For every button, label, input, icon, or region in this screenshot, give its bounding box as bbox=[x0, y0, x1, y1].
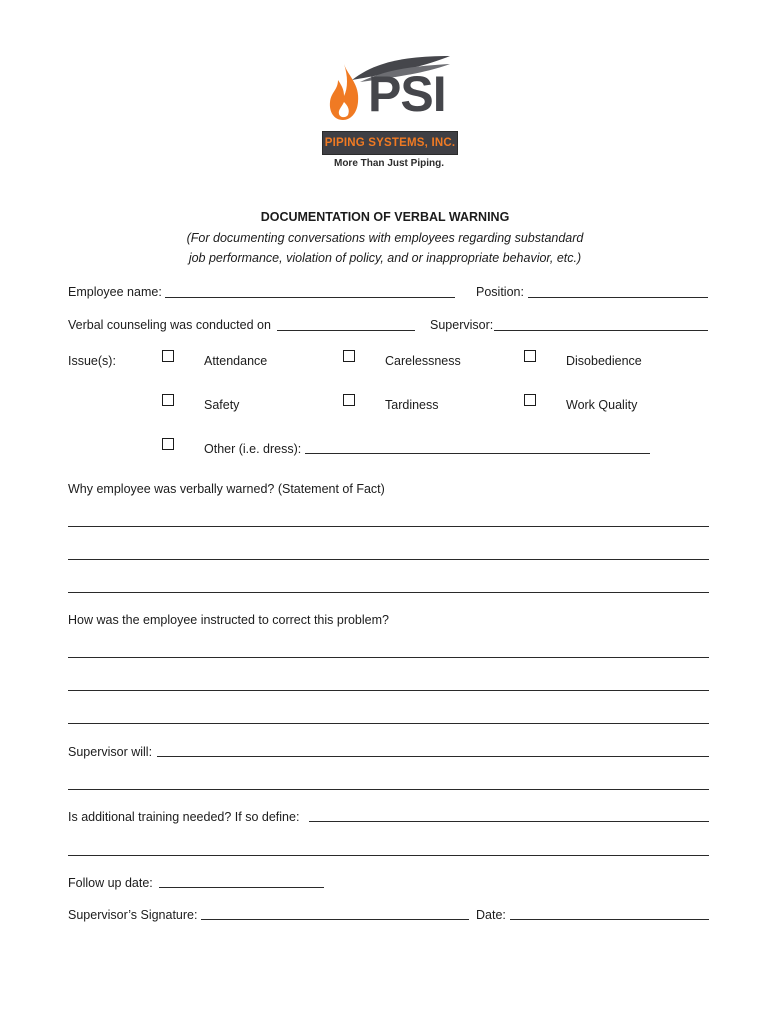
employee-name-field[interactable] bbox=[165, 297, 455, 298]
attendance-label: Attendance bbox=[204, 354, 268, 368]
flame-icon bbox=[326, 62, 362, 122]
supervisor-signature-label: Supervisor’s Signature: bbox=[68, 908, 198, 922]
logo-tagline: More Than Just Piping. bbox=[333, 158, 444, 169]
date-label: Date: bbox=[476, 908, 506, 922]
carelessness-checkbox[interactable] bbox=[343, 350, 355, 362]
logo-company-name: PIPING SYSTEMS, INC. bbox=[324, 137, 456, 149]
verbal-counseling-label: Verbal counseling was conducted on bbox=[68, 318, 271, 332]
safety-checkbox[interactable] bbox=[162, 394, 174, 406]
supervisor-will-line-2[interactable] bbox=[68, 789, 709, 790]
follow-up-date-field[interactable] bbox=[159, 887, 324, 888]
logo-brand-letters: PSI bbox=[368, 66, 446, 122]
position-label: Position: bbox=[476, 285, 524, 299]
work-quality-checkbox[interactable] bbox=[524, 394, 536, 406]
why-warned-line-3[interactable] bbox=[68, 592, 709, 593]
carelessness-label: Carelessness bbox=[385, 354, 461, 368]
safety-label: Safety bbox=[204, 398, 240, 412]
why-warned-line-1[interactable] bbox=[68, 526, 709, 527]
supervisor-field[interactable] bbox=[494, 330, 708, 331]
logo-company-band bbox=[322, 131, 458, 155]
additional-training-line-2[interactable] bbox=[68, 855, 709, 856]
supervisor-will-line-1[interactable] bbox=[157, 756, 709, 757]
supervisor-label: Supervisor: bbox=[430, 318, 494, 332]
employee-name-label: Employee name: bbox=[68, 285, 162, 299]
supervisor-will-label: Supervisor will: bbox=[68, 745, 153, 759]
supervisor-signature-field[interactable] bbox=[201, 919, 469, 920]
other-field[interactable] bbox=[305, 453, 650, 454]
disobedience-label: Disobedience bbox=[566, 354, 642, 368]
other-checkbox[interactable] bbox=[162, 438, 174, 450]
position-field[interactable] bbox=[528, 297, 708, 298]
how-instructed-label: How was the employee instructed to correct this problem? bbox=[68, 613, 389, 627]
additional-training-line-1[interactable] bbox=[309, 821, 709, 822]
attendance-checkbox[interactable] bbox=[162, 350, 174, 362]
disobedience-checkbox[interactable] bbox=[524, 350, 536, 362]
issues-label: Issue(s): bbox=[68, 354, 116, 368]
additional-training-label: Is additional training needed? If so define: bbox=[68, 810, 300, 824]
follow-up-date-label: Follow up date: bbox=[68, 876, 153, 890]
how-instructed-line-2[interactable] bbox=[68, 690, 709, 691]
why-warned-line-2[interactable] bbox=[68, 559, 709, 560]
document-subtitle-line1: (For documenting conversations with employees regarding substandard bbox=[186, 231, 584, 245]
date-field[interactable] bbox=[510, 919, 709, 920]
how-instructed-line-1[interactable] bbox=[68, 657, 709, 658]
other-label: Other (i.e. dress): bbox=[204, 442, 302, 456]
document-title: DOCUMENTATION OF VERBAL WARNING bbox=[260, 210, 510, 224]
tardiness-label: Tardiness bbox=[385, 398, 439, 412]
how-instructed-line-3[interactable] bbox=[68, 723, 709, 724]
tardiness-checkbox[interactable] bbox=[343, 394, 355, 406]
work-quality-label: Work Quality bbox=[566, 398, 638, 412]
why-warned-label: Why employee was verbally warned? (Statement of Fact) bbox=[68, 482, 385, 496]
verbal-counseling-date-field[interactable] bbox=[277, 330, 415, 331]
document-subtitle-line2: job performance, violation of policy, and or inappropriate behavior, etc.) bbox=[188, 251, 582, 265]
